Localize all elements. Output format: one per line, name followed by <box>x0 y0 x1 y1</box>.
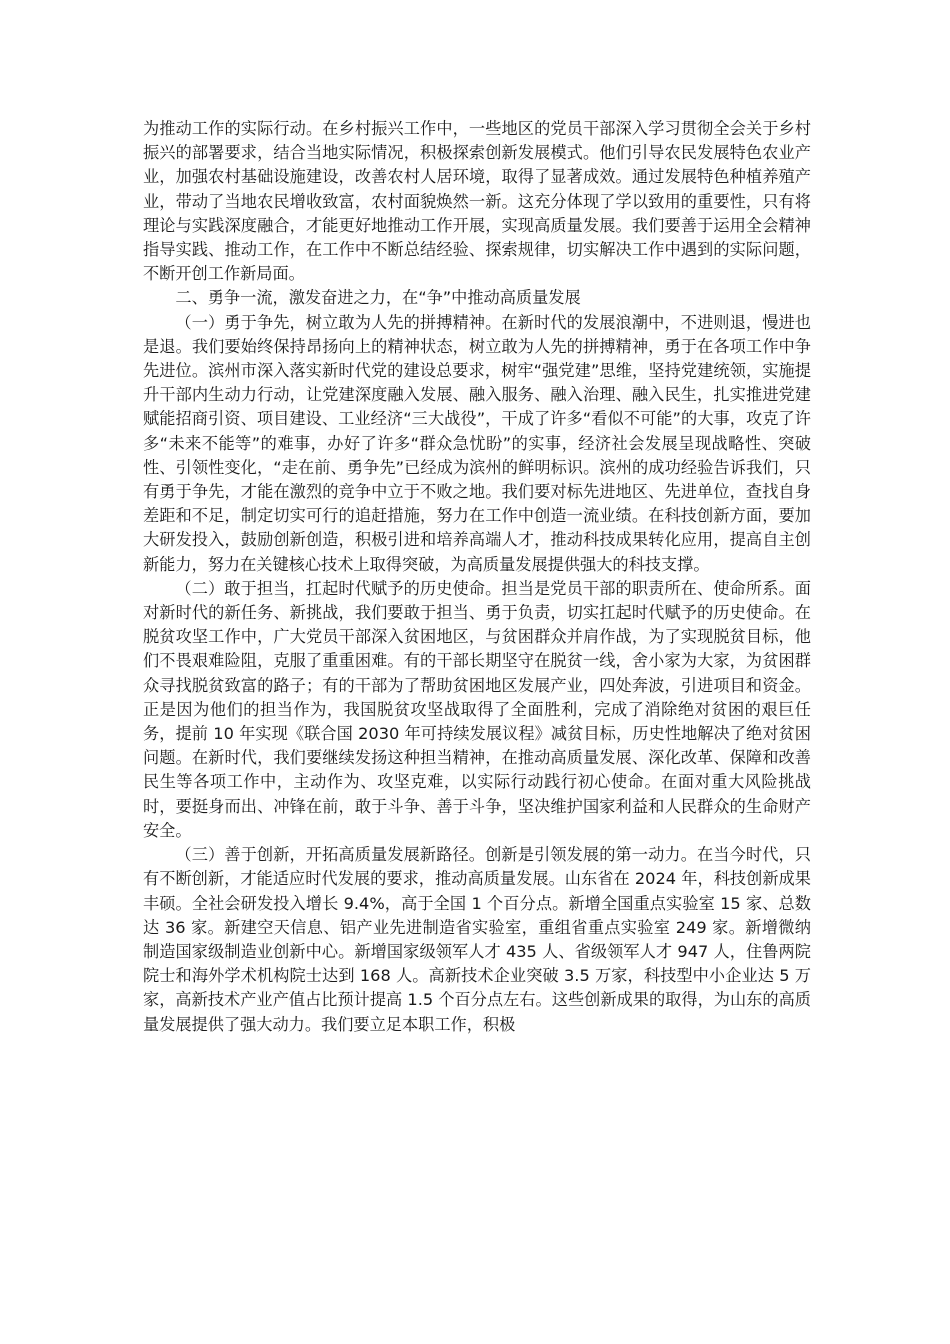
paragraph-body: （二）敢于担当，扛起时代赋予的历史使命。担当是党员干部的职责所在、使命所系。面对新时代的新任务、新挑战，我们要敢于担当、勇于负责，切实扛起时代赋予的历史使命。在脱贫攻坚工作中，广大党员干部深入贫困地区，与贫困群众并肩作战，为了实现脱贫目标，他们不畏艰难险阻，克服了重重困难。有的干部长期坚守在脱贫一线，舍小家为大家，为贫困群众寻找脱贫致富的路子；有的干部为了帮助贫困地区发展产业，四处奔波，引进项目和资金。正是因为他们的担当作为，我国脱贫攻坚战取得了全面胜利，完成了消除绝对贫困的艰巨任务，提前 10 年实现《联合国 2030 年可持续发展议程》减贫目标，历史性地解决了绝对贫困问题。在新时代，我们要继续发扬这种担当精神，在推动高质量发展、深化改革、保障和改善民生等各项工作中，主动作为、攻坚克难，以实际行动践行初心使命。在面对重大风险挑战时，要挺身而出、冲锋在前，敢于斗争、善于斗争，坚决维护国家利益和人民群众的生命财产安全。 <box>143 578 811 840</box>
section-heading: 二、勇争一流，激发奋进之力，在“争”中推动高质量发展 <box>175 288 581 308</box>
paragraph-continuation: 为推动工作的实际行动。在乡村振兴工作中，一些地区的党员干部深入学习贯彻全会关于乡村振兴的部署要求，结合当地实际情况，积极探索创新发展模式。他们引导农民发展特色农业产业，加强农村基础设施建设，改善农村人居环境，取得了显著成效。通过发展特色种植养殖产业，带动了当地农民增收致富，农村面貌焕然一新。这充分体现了学以致用的重要性，只有将理论与实践深度融合，才能更好地推动工作开展，实现高质量发展。我们要善于运用全会精神指导实践、推动工作，在工作中不断总结经验、探索规律，切实解决工作中遇到的实际问题，不断开创工作新局面。 <box>143 119 811 284</box>
paragraph-body: （三）善于创新，开拓高质量发展新路径。创新是引领发展的第一动力。在当今时代，只有不断创新，才能适应时代发展的要求，推动高质量发展。山东省在 2024 年，科技创新成果丰硕。全社会研发投入增长 9.4%，高于全国 1 个百分点。新增全国重点实验室 15 家、总数达 36 家。新建空天信息、铝产业先进制造省实验室，重组省重点实验室 249 家。新增微纳制造国家级制造业创新中心。新增国家级领军人才 435 人、省级领军人才 947 人，住鲁两院院士和海外学术机构院士达到 168 人。高新技术企业突破 3.5 万家，科技型中小企业达 5 万家，高新技术产业产值占比预计提高 1.5 个百分点左右。这些创新成果的取得，为山东的高质量发展提供了强大动力。我们要立足本职工作，积极 <box>143 845 811 1034</box>
document-page <box>143 117 811 1037</box>
paragraph-body: （一）勇于争先，树立敢为人先的拼搏精神。在新时代的发展浪潮中，不进则退，慢进也是退。我们要始终保持昂扬向上的精神状态，树立敢为人先的拼搏精神，勇于在各项工作中争先进位。滨州市深入落实新时代党的建设总要求，树牢“强党建”思维，坚持党建统领，实施提升干部内生动力行动，让党建深度融入发展、融入服务、融入治理、融入民生，扎实推进党建赋能招商引资、项目建设、工业经济“三大战役”，干成了许多“看似不可能”的大事，攻克了许多“未来不能等”的难事，办好了许多“群众急忧盼”的实事，经济社会发展呈现战略性、突破性、引领性变化，“走在前、勇争先”已经成为滨州的鲜明标识。滨州的成功经验告诉我们，只有勇于争先，才能在激烈的竞争中立于不败之地。我们要对标先进地区、先进单位，查找自身差距和不足，制定切实可行的追赶措施，努力在工作中创造一流业绩。在科技创新方面，要加大研发投入，鼓励创新创造，积极引进和培养高端人才，推动科技成果转化应用，提高自主创新能力，努力在关键核心技术上取得突破，为高质量发展提供强大的科技支撑。 <box>143 312 811 574</box>
